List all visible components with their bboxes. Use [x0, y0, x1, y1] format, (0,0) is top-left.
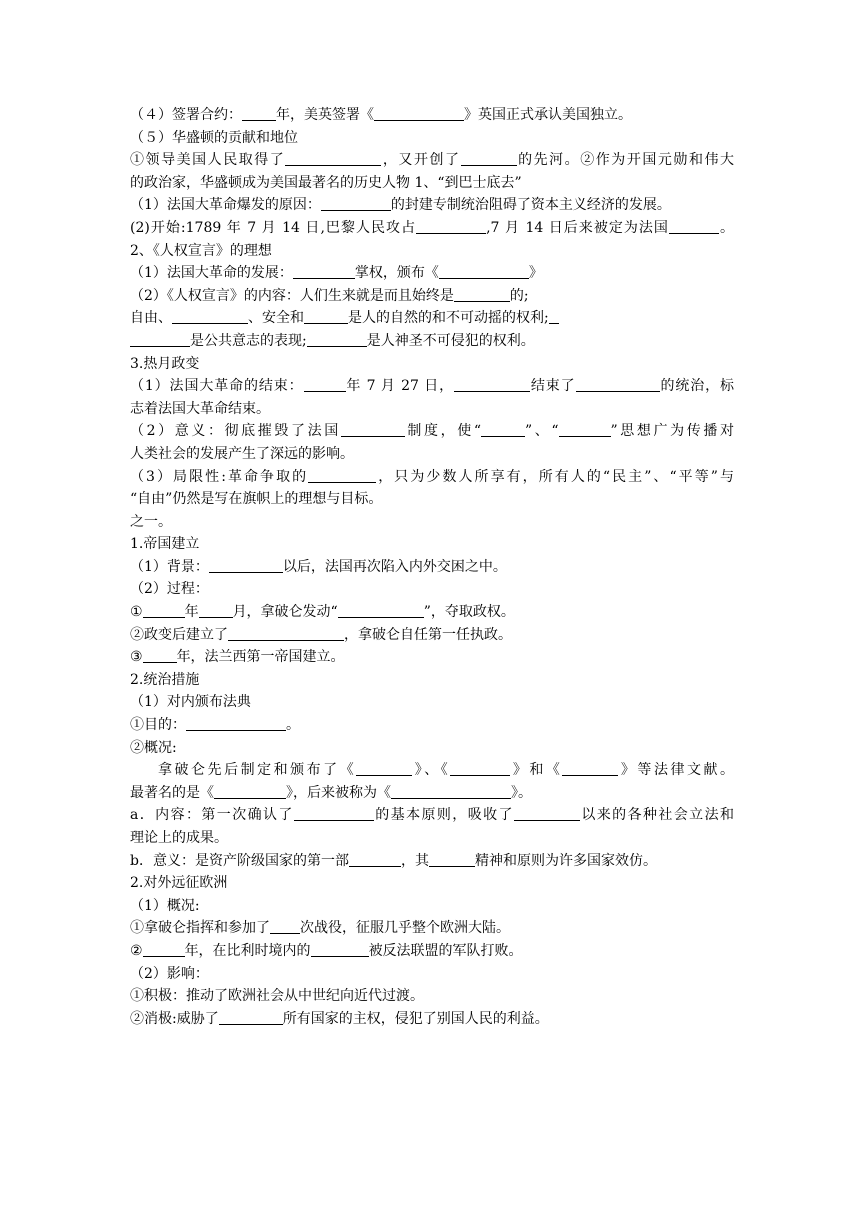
text-line — [130, 759, 734, 782]
text-line — [130, 895, 734, 918]
text-line — [130, 646, 734, 669]
text-segment: 是人的自然的和不可动摇的权利; — [348, 310, 549, 327]
text-segment: （1）概况: — [130, 897, 200, 914]
fill-in-blank — [549, 308, 559, 324]
text-segment: 》等法律文献。 — [618, 762, 734, 779]
fill-in-blank — [293, 263, 355, 279]
fill-in-blank — [454, 376, 530, 392]
text-segment: ① — [130, 604, 143, 621]
text-segment: ，又开创了 — [381, 152, 461, 169]
text-line — [130, 104, 734, 127]
fill-in-blank — [391, 783, 511, 799]
text-segment: （1）法国大革命爆发的原因： — [130, 197, 321, 214]
text-line — [130, 917, 734, 940]
fill-in-blank — [559, 421, 611, 437]
text-segment: 结束了 — [530, 378, 576, 395]
text-segment: ②政变后建立了 — [130, 626, 228, 643]
text-line — [130, 262, 734, 285]
fill-in-blank — [416, 218, 486, 234]
text-line — [130, 488, 734, 511]
text-segment: （1）对内颁布法典 — [130, 694, 251, 711]
fill-in-blank — [214, 783, 286, 799]
text-line — [130, 533, 734, 556]
text-segment: ①领导美国人民取得了 — [130, 152, 286, 169]
text-segment: b．意义：是资产阶级国家的第一部 — [130, 852, 349, 869]
text-segment: 的封建专制统治阻碍了资本主义经济的发展。 — [390, 197, 671, 214]
text-line — [130, 353, 734, 376]
fill-in-blank — [143, 941, 185, 957]
text-line — [130, 940, 734, 963]
text-segment: 被反法联盟的军队打败。 — [368, 942, 523, 959]
text-segment: ①目的： — [130, 717, 186, 734]
text-line — [130, 963, 734, 986]
text-segment: ②消极:威胁了 — [130, 1010, 219, 1027]
fill-in-blank — [186, 715, 286, 731]
text-line — [130, 330, 734, 353]
text-line — [130, 443, 734, 466]
text-segment: ①拿破仑指挥和参加了 — [130, 920, 270, 937]
fill-in-blank — [481, 421, 525, 437]
fill-in-blank — [356, 760, 412, 776]
text-segment: ,7 月 14 日后来被定为法国 — [486, 219, 669, 236]
text-segment: 的基本原则，吸收了 — [373, 807, 514, 824]
text-segment: （2）《人权宣言》的内容：人们生来就是而且始终是 — [130, 287, 454, 304]
text-segment: （５）华盛顿的贡献和地位 — [130, 129, 298, 146]
fill-in-blank — [341, 421, 405, 437]
fill-in-blank — [270, 918, 300, 934]
fill-in-blank — [143, 647, 177, 663]
text-segment: 年，法兰西第一帝国建立。 — [176, 649, 345, 666]
text-line — [130, 149, 734, 172]
text-segment: 最著名的是《 — [130, 784, 214, 801]
text-line — [130, 172, 734, 195]
document-body — [130, 104, 734, 1030]
text-segment: 精神和原则为许多国家效仿。 — [474, 852, 657, 869]
text-segment: （1）法国大革命的发展： — [130, 265, 293, 282]
text-segment: 》和《 — [510, 762, 563, 779]
text-line — [130, 240, 734, 263]
text-line — [130, 1008, 734, 1031]
text-segment: 1.帝国建立 — [130, 536, 200, 553]
fill-in-blank — [242, 105, 276, 121]
text-segment: 的政治家，华盛顿成为美国最著名的历史人物 1、“到巴士底去” — [130, 174, 522, 191]
text-line — [130, 985, 734, 1008]
text-segment: ② — [130, 942, 143, 959]
fill-in-blank — [321, 195, 391, 211]
text-segment: 年 — [184, 604, 199, 621]
text-segment: (2)开始:1789 年 7 月 14 日,巴黎人民攻占 — [130, 219, 417, 236]
text-line — [130, 624, 734, 647]
text-line — [130, 850, 734, 873]
fill-in-blank — [374, 105, 464, 121]
text-line — [130, 601, 734, 624]
text-line — [130, 285, 734, 308]
fill-in-blank — [562, 760, 618, 776]
text-segment: 是公共意志的表现; — [190, 332, 307, 349]
text-segment: ”思想广为传播对 — [610, 423, 734, 440]
text-segment: 年，在比利时境内的 — [184, 942, 311, 959]
text-segment: 的统治，标 — [659, 378, 734, 395]
text-segment: 年，美英签署《 — [276, 107, 374, 123]
text-line — [130, 511, 734, 534]
text-segment: ，拿破仑自任第一任执政。 — [344, 626, 512, 643]
fill-in-blank — [514, 805, 580, 821]
text-segment: 掌权，颁布《 — [354, 265, 439, 282]
text-segment: 之一。 — [130, 513, 172, 530]
text-segment: 。 — [286, 717, 300, 734]
text-segment: （４）签署合约： — [130, 107, 242, 123]
text-segment: 年 7 月 27 日， — [345, 378, 455, 395]
text-segment: 》。 — [511, 784, 532, 801]
text-segment: ，只为少数人所享有，所有人的“民主”、“平等”与 — [376, 468, 734, 485]
text-segment: 月，拿破仑发动“ — [232, 604, 338, 621]
fill-in-blank — [228, 625, 344, 641]
fill-in-blank — [304, 308, 348, 324]
fill-in-blank — [219, 1009, 283, 1025]
text-segment: ③ — [130, 649, 143, 666]
text-line — [130, 420, 734, 443]
text-segment: 以后，法国再次陷入内外交困之中。 — [282, 558, 507, 575]
text-line — [130, 466, 734, 489]
text-segment: （1）法国大革命的结束： — [130, 378, 304, 395]
fill-in-blank — [294, 805, 374, 821]
text-segment: 》英国正式承认美国独立。 — [464, 107, 632, 123]
text-segment: 2、《人权宣言》的理想 — [130, 242, 272, 259]
fill-in-blank — [349, 851, 401, 867]
text-line — [130, 194, 734, 217]
text-line — [130, 375, 734, 398]
text-line — [130, 804, 734, 827]
text-segment: （1）背景： — [130, 558, 209, 575]
fill-in-blank — [304, 376, 346, 392]
text-segment: 以来的各种社会立法和 — [579, 807, 734, 824]
fill-in-blank — [669, 218, 719, 234]
text-segment: 自由、 — [130, 310, 172, 327]
text-line — [130, 872, 734, 895]
fill-in-blank — [199, 602, 233, 618]
text-segment: （2）意义：彻底摧毁了法国 — [130, 423, 341, 440]
fill-in-blank — [429, 851, 475, 867]
text-segment: 次战役，征服几乎整个欧洲大陆。 — [300, 920, 510, 937]
text-segment: 制度，使“ — [404, 423, 482, 440]
text-segment: 拿破仑先后制定和颁布了《 — [158, 762, 357, 779]
text-segment: 3.热月政变 — [130, 355, 200, 372]
text-segment: 》，后来被称为《 — [286, 784, 391, 801]
fill-in-blank — [172, 308, 248, 324]
text-segment: a．内容：第一次确认了 — [130, 807, 294, 824]
text-segment: 人类社会的发展产生了深远的影响。 — [130, 445, 354, 462]
fill-in-blank — [450, 760, 510, 776]
fill-in-blank — [311, 941, 369, 957]
text-line — [130, 669, 734, 692]
fill-in-blank — [576, 376, 660, 392]
fill-in-blank — [461, 150, 517, 166]
fill-in-blank — [130, 331, 190, 347]
text-segment: ②概况: — [130, 739, 177, 756]
text-segment: 志着法国大革命结束。 — [130, 400, 270, 417]
fill-in-blank — [454, 286, 510, 302]
fill-in-blank — [338, 602, 424, 618]
text-segment: （3）局限性:革命争取的 — [130, 468, 309, 485]
text-line — [130, 691, 734, 714]
text-line — [130, 127, 734, 150]
text-line — [130, 578, 734, 601]
text-segment: 2.对外远征欧洲 — [130, 875, 228, 892]
fill-in-blank — [143, 602, 185, 618]
text-line — [130, 398, 734, 421]
text-line — [130, 782, 734, 805]
text-line — [130, 827, 734, 850]
text-segment: ”、“ — [525, 423, 559, 440]
text-line — [130, 556, 734, 579]
text-segment: ”，夺取政权。 — [423, 604, 515, 621]
text-segment: ①积极：推动了欧洲社会从中世纪向近代过渡。 — [130, 988, 424, 1005]
text-segment: 的; — [509, 287, 529, 304]
text-segment: ，其 — [400, 852, 429, 869]
text-line — [130, 307, 734, 330]
text-segment: 》、《 — [412, 762, 451, 779]
text-segment: 理论上的成果。 — [130, 830, 228, 846]
text-segment: （2）过程： — [130, 581, 209, 598]
text-segment: “自由”仍然是写在旗帜上的理想与目标。 — [130, 491, 383, 508]
text-segment: 》 — [528, 265, 543, 282]
text-line — [130, 714, 734, 737]
text-segment: 。 — [718, 219, 734, 236]
fill-in-blank — [307, 331, 367, 347]
fill-in-blank — [285, 150, 381, 166]
fill-in-blank — [209, 557, 283, 573]
text-segment: 所有国家的主权，侵犯了别国人民的利益。 — [282, 1010, 549, 1027]
text-segment: 的先河。②作为开国元勋和伟大 — [516, 152, 734, 169]
text-segment: 是人神圣不可侵犯的权利。 — [366, 332, 535, 349]
text-segment: 2.统治措施 — [130, 671, 200, 688]
fill-in-blank — [308, 467, 376, 483]
text-line — [130, 217, 734, 240]
text-line — [130, 737, 734, 760]
fill-in-blank — [439, 263, 529, 279]
text-segment: 、安全和 — [248, 310, 304, 327]
text-segment: （2）影响： — [130, 965, 209, 982]
